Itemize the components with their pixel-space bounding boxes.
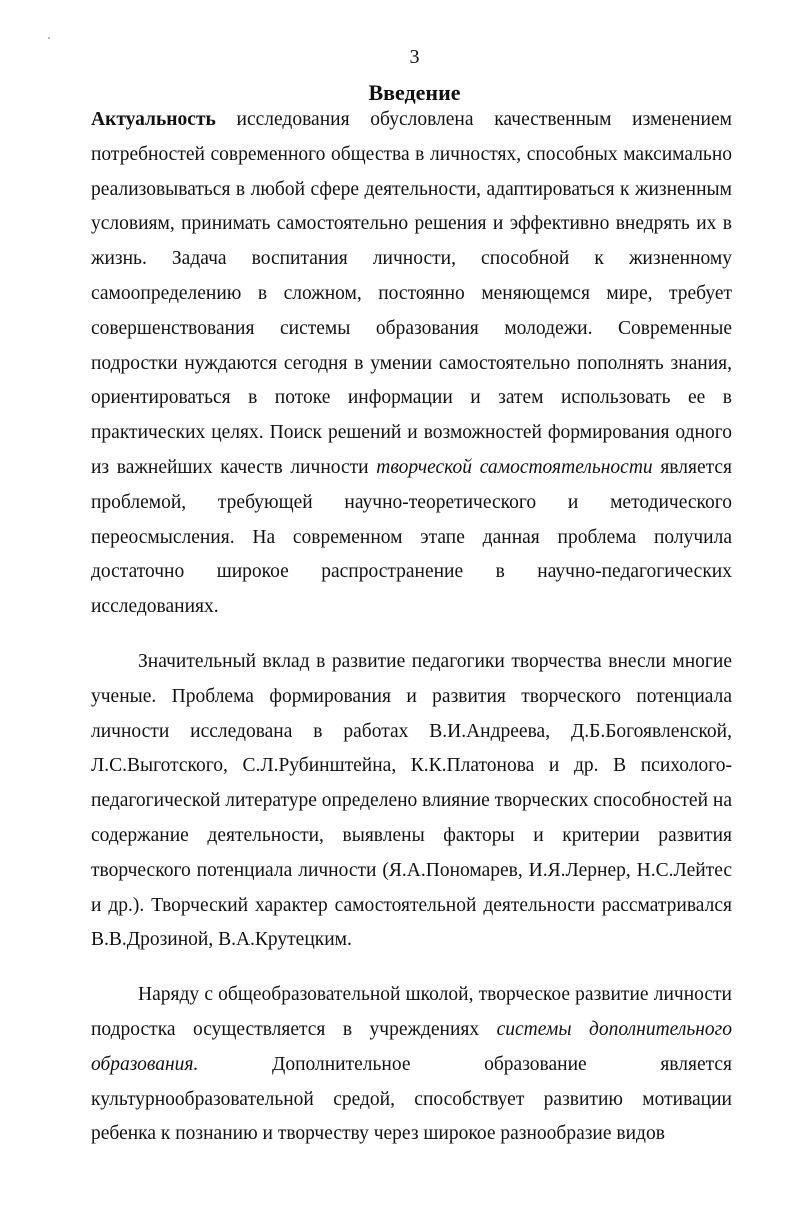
paragraph-relevance-text-1: исследования обусловлена качественным изменением потребностей современного общества в личностях, способных максимально реализовываться в любой сфере деятельности, адаптироваться к жизненным условиям, принимать самостоятельно решения и эффективно внедрять их в жизнь. Задача воспитания личности, способной к жизненному самоопределению в сложном, постоянно меняющемся мире, требует совершенствования системы образования молодежи. Современные подростки нуждаются сегодня в умении самостоятельно пополнять знания, ориентироваться в потоке информации и затем использовать ее в практических целях. Поиск решений и возможностей формирования одного из важнейших качеств личности <box>91 109 732 478</box>
relevance-lead-word: Актуальность <box>91 109 216 130</box>
scan-mark <box>48 37 50 39</box>
paragraph-relevance-text-2: является проблемой, требующей научно-теоретического и методического переосмысления. На современном этапе данная проблема получила достаточно широкое распространение в научно-педагогических исследованиях. <box>91 456 732 618</box>
creative-independence-term: творческой самостоятельности <box>376 456 653 478</box>
section-heading: Введение <box>368 80 461 105</box>
page-number: 3 <box>409 46 420 68</box>
paragraph-additional-education-text-2: Дополнительное образование является культурнообразовательной средой, способствует развитию мотивации ребенка к познанию и творчеству через широкое разнообразие видов <box>91 1053 732 1145</box>
paragraph-additional-education <box>91 978 732 1152</box>
body-text <box>91 103 732 1152</box>
paragraph-contribution: Значительный вклад в развитие педагогики творчества внесли многие ученые. Проблема формирования и развития творческого потенциала личности исследована в работах В.И.Андреева, Д.Б.Богоявленской, Л.С.Выготского, С.Л.Рубинштейна, К.К.Платонова и др. В психолого-педагогической литературе определено влияние творческих способностей на содержание деятельности, выявлены факторы и критерии развития творческого потенциала личности (Я.А.Пономарев, И.Я.Лернер, Н.С.Лейтес и др.). Творческий характер самостоятельной деятельности рассматривался В.В.Дрозиной, В.А.Крутецким. <box>91 650 732 951</box>
paragraph-relevance <box>91 103 732 625</box>
paragraph-additional-education-text-1: Наряду с общеобразовательной школой, творческое развитие личности подростка осуществляется в учреждениях <box>91 984 732 1040</box>
additional-education-system-term: системы дополнительного образования. <box>91 1018 732 1075</box>
